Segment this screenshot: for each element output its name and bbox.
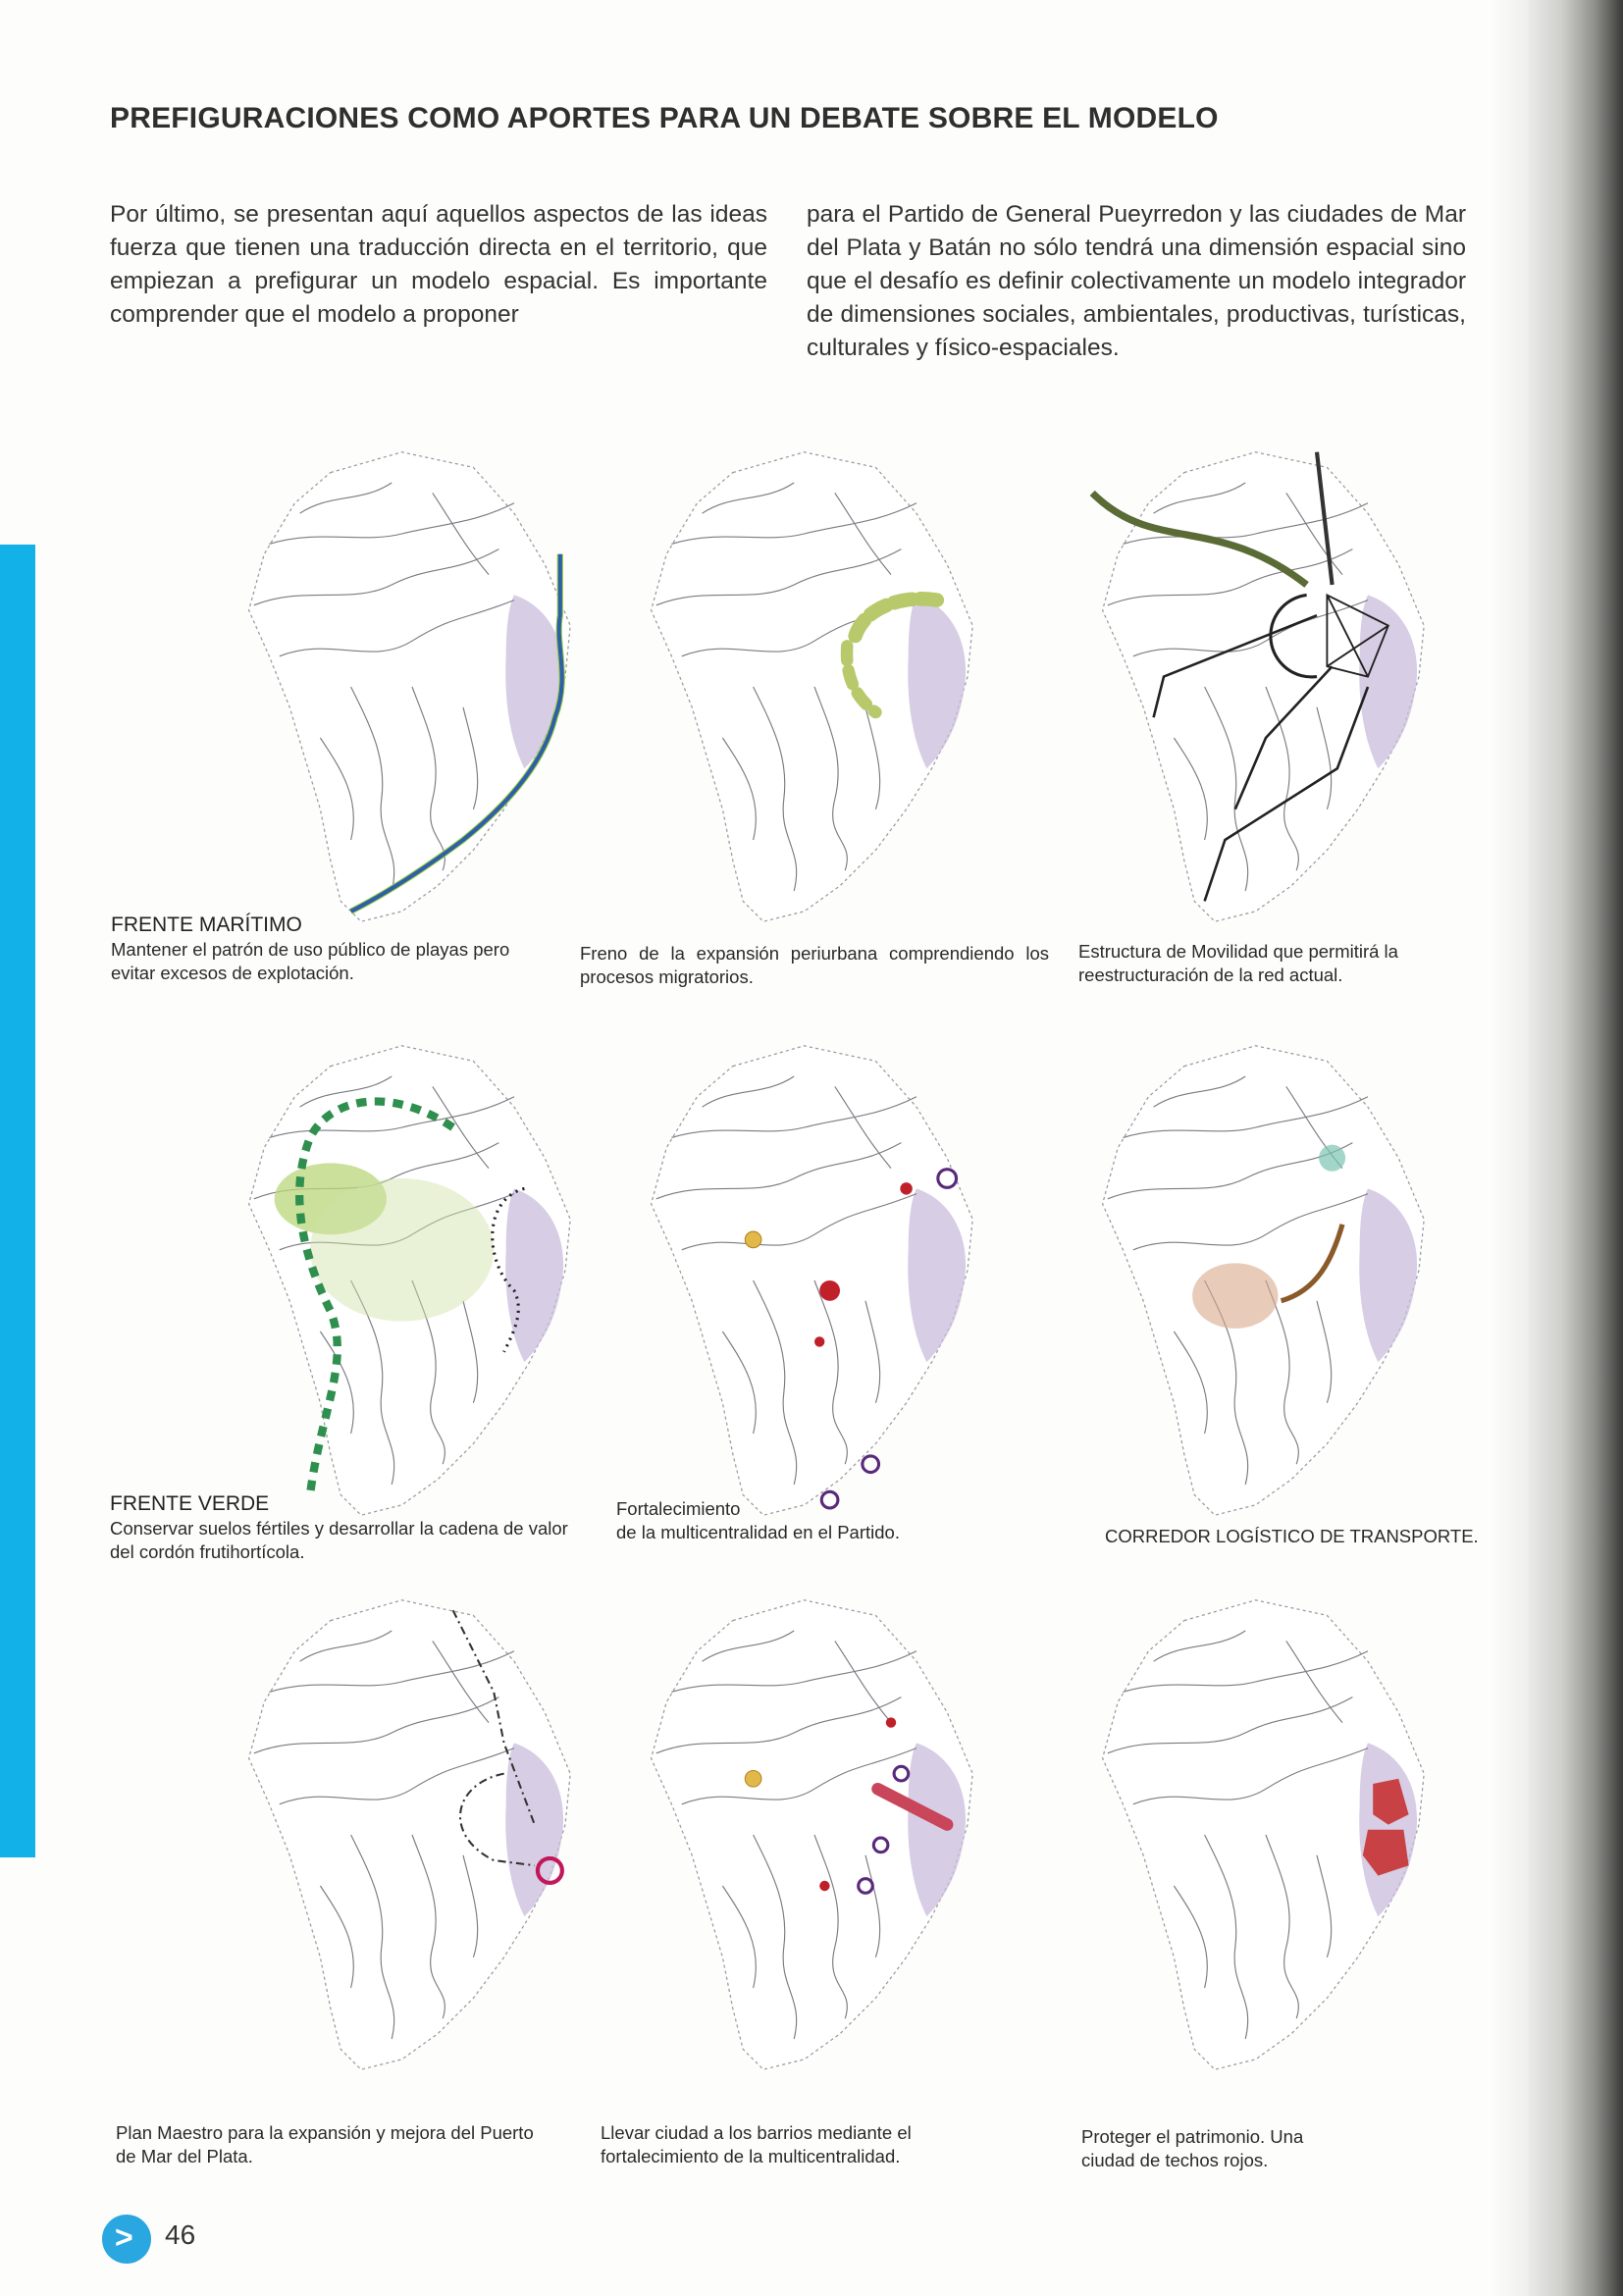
caption-7 xyxy=(116,2121,538,2168)
centrality-node xyxy=(814,1336,824,1346)
caption-2-body: Freno de la expansión periurbana comprendiendo los procesos migratorios. xyxy=(580,943,1049,987)
district-map-svg xyxy=(1040,1025,1492,1536)
centrality-node xyxy=(745,1231,761,1248)
caption-9 xyxy=(1081,2125,1336,2172)
map-panel-4 xyxy=(186,1025,638,1536)
district-map-svg xyxy=(589,1025,1040,1536)
district-map-svg xyxy=(589,1580,1040,2090)
caption-3-body: Estructura de Movilidad que permitirá la reestructuración de la red actual. xyxy=(1078,941,1398,985)
map-panel-1 xyxy=(186,432,638,942)
page-heading: PREFIGURACIONES COMO APORTES PARA UN DEBATE SOBRE EL MODELO xyxy=(110,102,1219,134)
caption-1 xyxy=(111,913,543,985)
centrality-node xyxy=(745,1770,761,1787)
caption-7-body: Plan Maestro para la expansión y mejora del Puerto de Mar del Plata. xyxy=(116,2122,534,2166)
district-map-svg xyxy=(186,432,638,942)
centrality-node xyxy=(819,1280,840,1301)
intro-paragraph-left: Por último, se presentan aquí aquellos aspectos de las ideas fuerza que tienen una traducción directa en el territorio, que empiezan a prefigurar un modelo espacial. Es importante comprender que el modelo a proponer xyxy=(110,201,767,328)
map-panel-6 xyxy=(1040,1025,1492,1536)
map-panel-2 xyxy=(589,432,1040,942)
caption-1-title: FRENTE MARÍTIMO xyxy=(111,913,302,936)
centrality-ring xyxy=(863,1456,879,1473)
horticultural-belt-area xyxy=(310,1178,494,1322)
caption-3 xyxy=(1078,940,1471,987)
centrality-node xyxy=(819,1881,829,1891)
district-map-svg xyxy=(1040,1580,1492,2090)
caption-6-body: CORREDOR LOGÍSTICO DE TRANSPORTE. xyxy=(1105,1526,1479,1546)
caption-5 xyxy=(616,1497,1028,1544)
chevron-right-icon: > xyxy=(102,2215,151,2264)
caption-6 xyxy=(1105,1525,1497,1548)
centrality-node xyxy=(900,1182,912,1194)
caption-5-title: Fortalecimiento xyxy=(616,1498,741,1519)
caption-1-body: Mantener el patrón de uso público de playas pero evitar excesos de explotación. xyxy=(111,939,510,983)
centrality-node xyxy=(886,1717,896,1727)
caption-4-body: Conservar suelos fértiles y desarrollar la cadena de valor del cordón frutihortícola. xyxy=(110,1518,568,1562)
intro-paragraph-right: para el Partido de General Pueyrredon y las ciudades de Mar del Plata y Batán no sólo tendrá una dimensión espacial sino que el desafío es definir colectivamente un modelo integrador de dimensiones sociales, ambientales, productivas, turísticas, culturales y físico-espaciales. xyxy=(807,201,1466,361)
map-panel-3 xyxy=(1040,432,1492,942)
district-map-svg xyxy=(589,432,1040,942)
district-map-svg xyxy=(186,1580,638,2090)
caption-8 xyxy=(601,2121,973,2168)
caption-5-body: de la multicentralidad en el Partido. xyxy=(616,1522,900,1542)
district-map-svg xyxy=(1040,432,1492,942)
map-panel-9 xyxy=(1040,1580,1492,2090)
map-panel-5 xyxy=(589,1025,1040,1536)
caption-2 xyxy=(580,942,1049,989)
logistic-zone xyxy=(1192,1263,1278,1329)
caption-4-title: FRENTE VERDE xyxy=(110,1492,270,1515)
page-gutter-shadow xyxy=(1490,0,1529,2296)
map-panel-7 xyxy=(186,1580,638,2090)
caption-9-body: Proteger el patrimonio. Una ciudad de techos rojos. xyxy=(1081,2126,1304,2170)
section-side-tab xyxy=(0,545,35,1857)
logistic-node xyxy=(1319,1145,1345,1172)
district-map-svg xyxy=(186,1025,638,1536)
caption-8-body: Llevar ciudad a los barrios mediante el fortalecimiento de la multicentralidad. xyxy=(601,2122,912,2166)
map-panel-8 xyxy=(589,1580,1040,2090)
page-number: 46 xyxy=(165,2219,196,2250)
caption-4 xyxy=(110,1491,571,1564)
book-binding xyxy=(1529,0,1623,2296)
